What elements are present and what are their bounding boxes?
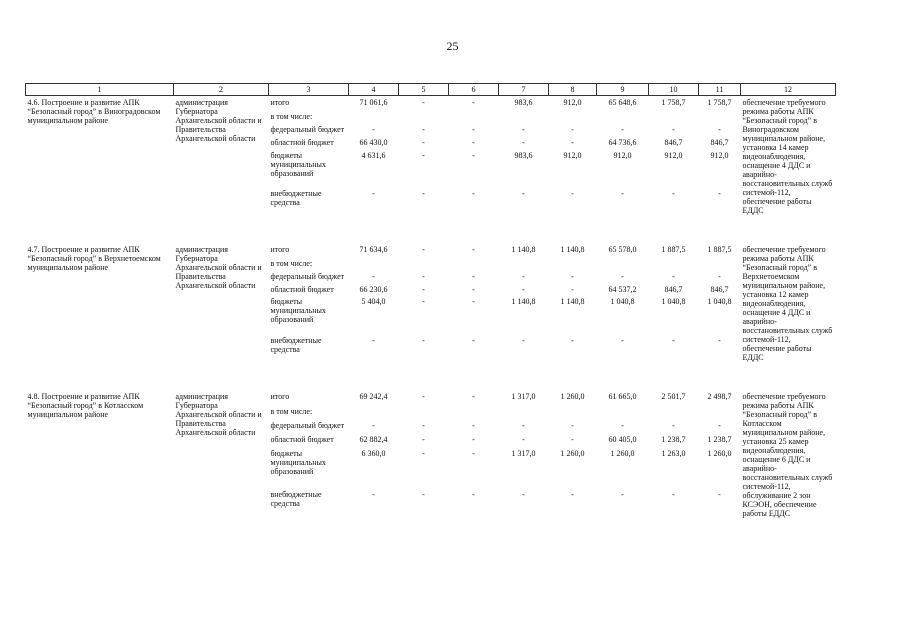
funding-value: 912,0 xyxy=(613,150,632,160)
funding-value: - xyxy=(522,124,525,134)
funding-value: 1 887,5 xyxy=(661,245,686,254)
funding-value: - xyxy=(372,336,375,346)
funding-value: - xyxy=(422,336,425,346)
funding-value: - xyxy=(621,271,624,281)
funding-value: - xyxy=(472,434,475,444)
expected-result: обеспечение требуемого режима работы АПК “Безопасный город” в Виноградовском муниципальном районе, установка 14 камер видеонаблюдения, оснащение 4 ДДС и аварийно-восстановительных служб системой-112, обеспечение работы ЕДДС xyxy=(742,98,833,215)
column-number-header: 3 xyxy=(269,84,349,96)
funding-value xyxy=(649,259,699,272)
funding-value: 1 140,8 xyxy=(511,297,536,307)
funding-value: 1 887,5 xyxy=(707,245,732,254)
funding-value xyxy=(399,259,449,272)
funding-value: 846,7 xyxy=(710,284,729,294)
funding-value: - xyxy=(472,189,475,199)
funding-value: - xyxy=(522,284,525,294)
funding-value: - xyxy=(522,137,525,147)
funding-value xyxy=(499,407,549,421)
program-table xyxy=(25,83,836,518)
funding-value: - xyxy=(422,284,425,294)
funding-value: - xyxy=(571,284,574,294)
funding-value: 2 501,7 xyxy=(661,392,686,401)
column-number-header: 8 xyxy=(549,84,597,96)
funding-value: - xyxy=(372,124,375,134)
funding-value: - xyxy=(672,420,675,430)
funding-value: 1 238,7 xyxy=(661,434,686,444)
funding-value: - xyxy=(621,420,624,430)
funding-value xyxy=(549,259,597,272)
funding-value: 846,7 xyxy=(710,137,729,147)
funding-value: - xyxy=(422,392,425,401)
funding-value: 1 260,0 xyxy=(707,448,732,458)
funding-value: - xyxy=(672,124,675,134)
funding-value: 1 260,0 xyxy=(610,448,635,458)
spacer-cell xyxy=(26,362,836,390)
funding-value: 60 405,0 xyxy=(608,434,637,444)
funding-value: 5 404,0 xyxy=(361,297,386,307)
funding-value xyxy=(597,259,649,272)
column-number-header: 10 xyxy=(649,84,699,96)
funding-value: - xyxy=(522,434,525,444)
funding-value xyxy=(349,112,399,125)
funding-value: - xyxy=(422,98,425,107)
table-row xyxy=(26,96,836,112)
funding-source: итого xyxy=(270,245,290,254)
measure-name: 4.7. Построение и развитие АПК “Безопасный город” в Верхнетоемском муниципальном районе xyxy=(27,245,161,272)
funding-value: - xyxy=(571,420,574,430)
funding-value: - xyxy=(718,124,721,134)
funding-value: 1 317,0 xyxy=(511,392,536,401)
funding-value xyxy=(449,407,499,421)
column-number-row xyxy=(26,84,836,96)
funding-value: - xyxy=(522,420,525,430)
funding-source: в том числе: xyxy=(270,111,313,121)
funding-value: 62 882,4 xyxy=(359,434,388,444)
measure-name: 4.6. Построение и развитие АПК “Безопасный город” в Виноградовском муниципальном районе xyxy=(27,98,161,125)
funding-value xyxy=(349,407,399,421)
funding-value: - xyxy=(718,490,721,500)
funding-value: 71 061,6 xyxy=(359,98,388,107)
funding-value: - xyxy=(472,150,475,160)
funding-value: 1 263,0 xyxy=(661,448,686,458)
funding-value: - xyxy=(422,271,425,281)
funding-value: - xyxy=(672,336,675,346)
funding-value: - xyxy=(571,490,574,500)
funding-value: 1 040,8 xyxy=(610,297,635,307)
funding-source: в том числе: xyxy=(270,406,313,416)
funding-value: - xyxy=(718,271,721,281)
funding-value: 1 040,8 xyxy=(661,297,686,307)
funding-value: - xyxy=(472,271,475,281)
funding-value: - xyxy=(472,284,475,294)
funding-value: - xyxy=(522,271,525,281)
funding-source: внебюджетные средства xyxy=(270,336,322,355)
funding-value: 4 631,6 xyxy=(361,150,386,160)
funding-value xyxy=(499,112,549,125)
funding-value: - xyxy=(372,420,375,430)
funding-value: - xyxy=(571,271,574,281)
funding-source: внебюджетные средства xyxy=(270,490,322,509)
funding-value: 64 537,2 xyxy=(608,284,637,294)
funding-value: 1 758,7 xyxy=(707,98,732,107)
funding-value xyxy=(549,407,597,421)
funding-value: - xyxy=(422,434,425,444)
column-number-header: 9 xyxy=(597,84,649,96)
funding-value: 66 230,6 xyxy=(359,284,388,294)
column-number-header: 12 xyxy=(741,84,836,96)
funding-source: областной бюджет xyxy=(270,284,334,294)
section-spacer xyxy=(26,362,836,390)
funding-value: - xyxy=(472,297,475,307)
funding-value: 1 040,8 xyxy=(707,297,732,307)
funding-value: 1 140,8 xyxy=(560,245,585,254)
funding-value: - xyxy=(422,124,425,134)
funding-value xyxy=(699,259,741,272)
funding-value: - xyxy=(522,490,525,500)
funding-value: - xyxy=(571,336,574,346)
funding-value xyxy=(399,112,449,125)
funding-value: 6 360,0 xyxy=(361,448,386,458)
funding-value: - xyxy=(571,434,574,444)
responsible-executor: администрация Губернатора Архангельской области и Правительства Архангельской области xyxy=(175,392,262,437)
funding-source: федеральный бюджет xyxy=(270,124,345,134)
responsible-executor: администрация Губернатора Архангельской области и Правительства Архангельской области xyxy=(175,245,262,290)
funding-value xyxy=(597,112,649,125)
expected-result: обеспечение требуемого режима работы АПК “Безопасный город” в Котласском муниципальном районе, установка 25 камер видеонаблюдения, оснащение 6 ДДС и аварийно-восстановительных служб системой-112, обслуживание 2 зон КСЭОН, обеспечение работы ЕДДС xyxy=(742,392,833,518)
column-number-header: 2 xyxy=(174,84,269,96)
funding-value: - xyxy=(472,137,475,147)
funding-value: 65 578,0 xyxy=(608,245,637,254)
funding-value: 65 648,6 xyxy=(608,98,637,107)
funding-value: 1 758,7 xyxy=(661,98,686,107)
funding-value: - xyxy=(571,189,574,199)
column-number-header: 1 xyxy=(26,84,174,96)
funding-source: бюджеты муниципальных образований xyxy=(270,150,326,178)
funding-value: - xyxy=(422,189,425,199)
funding-value: 846,7 xyxy=(664,284,683,294)
funding-value xyxy=(449,259,499,272)
funding-value: - xyxy=(672,189,675,199)
funding-source: бюджеты муниципальных образований xyxy=(270,448,326,476)
funding-value xyxy=(399,407,449,421)
funding-value: 983,6 xyxy=(514,98,533,107)
funding-value: 912,0 xyxy=(563,98,582,107)
table-row xyxy=(26,390,836,407)
funding-value: 912,0 xyxy=(710,150,729,160)
funding-value: - xyxy=(472,448,475,458)
funding-value: 69 242,4 xyxy=(359,392,388,401)
funding-value: 1 260,0 xyxy=(560,392,585,401)
funding-value: - xyxy=(422,137,425,147)
funding-source: федеральный бюджет xyxy=(270,420,345,430)
funding-value: - xyxy=(472,245,475,254)
funding-source: внебюджетные средства xyxy=(270,189,322,208)
funding-value: - xyxy=(621,189,624,199)
funding-value: 1 140,8 xyxy=(560,297,585,307)
funding-value xyxy=(699,112,741,125)
funding-value: - xyxy=(422,245,425,254)
funding-value: - xyxy=(522,189,525,199)
funding-source: в том числе: xyxy=(270,258,313,268)
funding-value: - xyxy=(372,271,375,281)
funding-value: - xyxy=(522,336,525,346)
funding-value: 912,0 xyxy=(664,150,683,160)
funding-value: 61 665,0 xyxy=(608,392,637,401)
funding-value: - xyxy=(472,98,475,107)
responsible-executor: администрация Губернатора Архангельской области и Правительства Архангельской области xyxy=(175,98,262,143)
page-number: 25 xyxy=(446,39,459,53)
funding-value: - xyxy=(372,189,375,199)
table-row xyxy=(26,243,836,259)
funding-value: - xyxy=(422,448,425,458)
measure-name: 4.8. Построение и развитие АПК “Безопасный город” в Котласском муниципальном районе xyxy=(27,392,144,419)
funding-value: - xyxy=(422,490,425,500)
column-number-header: 6 xyxy=(449,84,499,96)
funding-value: - xyxy=(472,490,475,500)
funding-value: - xyxy=(718,189,721,199)
funding-source: итого xyxy=(270,98,290,107)
column-number-header: 4 xyxy=(349,84,399,96)
funding-source: федеральный бюджет xyxy=(270,271,345,281)
funding-value: - xyxy=(672,490,675,500)
spacer-cell xyxy=(26,215,836,243)
funding-value: 1 317,0 xyxy=(511,448,536,458)
column-number-header: 5 xyxy=(399,84,449,96)
funding-value: 1 260,0 xyxy=(560,448,585,458)
funding-value: 846,7 xyxy=(664,137,683,147)
funding-value: - xyxy=(472,124,475,134)
funding-value: - xyxy=(422,150,425,160)
funding-value: 71 634,6 xyxy=(359,245,388,254)
funding-value xyxy=(597,407,649,421)
funding-value: - xyxy=(621,490,624,500)
funding-value: - xyxy=(718,336,721,346)
funding-value: - xyxy=(621,336,624,346)
funding-value: 1 140,8 xyxy=(511,245,536,254)
funding-value: - xyxy=(422,297,425,307)
funding-value: - xyxy=(472,336,475,346)
funding-value: 912,0 xyxy=(563,150,582,160)
funding-source: областной бюджет xyxy=(270,434,334,444)
funding-value xyxy=(699,407,741,421)
expected-result: обеспечение требуемого режима работы АПК “Безопасный город” в Верхнетоемском муниципальном районе, установка 12 камер видеонаблюдения, оснащение 4 ДДС и аварийно-восстановительных служб системой-112, обеспечение работы ЕДДС xyxy=(742,245,833,362)
funding-value xyxy=(349,259,399,272)
funding-source: итого xyxy=(270,392,290,401)
funding-value xyxy=(449,112,499,125)
column-number-header: 11 xyxy=(699,84,741,96)
funding-value: - xyxy=(472,420,475,430)
funding-source: областной бюджет xyxy=(270,137,334,147)
funding-value: 64 736,6 xyxy=(608,137,637,147)
funding-value: 983,6 xyxy=(514,150,533,160)
column-number-header: 7 xyxy=(499,84,549,96)
funding-value xyxy=(549,112,597,125)
funding-value: 66 430,0 xyxy=(359,137,388,147)
funding-value: - xyxy=(571,137,574,147)
funding-value: - xyxy=(718,420,721,430)
funding-value xyxy=(649,407,699,421)
section-spacer xyxy=(26,215,836,243)
funding-value: 1 238,7 xyxy=(707,434,732,444)
funding-source: бюджеты муниципальных образований xyxy=(270,297,326,325)
funding-value xyxy=(499,259,549,272)
funding-value: - xyxy=(422,420,425,430)
funding-value: - xyxy=(672,271,675,281)
funding-value: - xyxy=(472,392,475,401)
funding-value: 2 498,7 xyxy=(707,392,732,401)
funding-value: - xyxy=(372,490,375,500)
funding-value: - xyxy=(621,124,624,134)
funding-value: - xyxy=(571,124,574,134)
funding-value xyxy=(649,112,699,125)
